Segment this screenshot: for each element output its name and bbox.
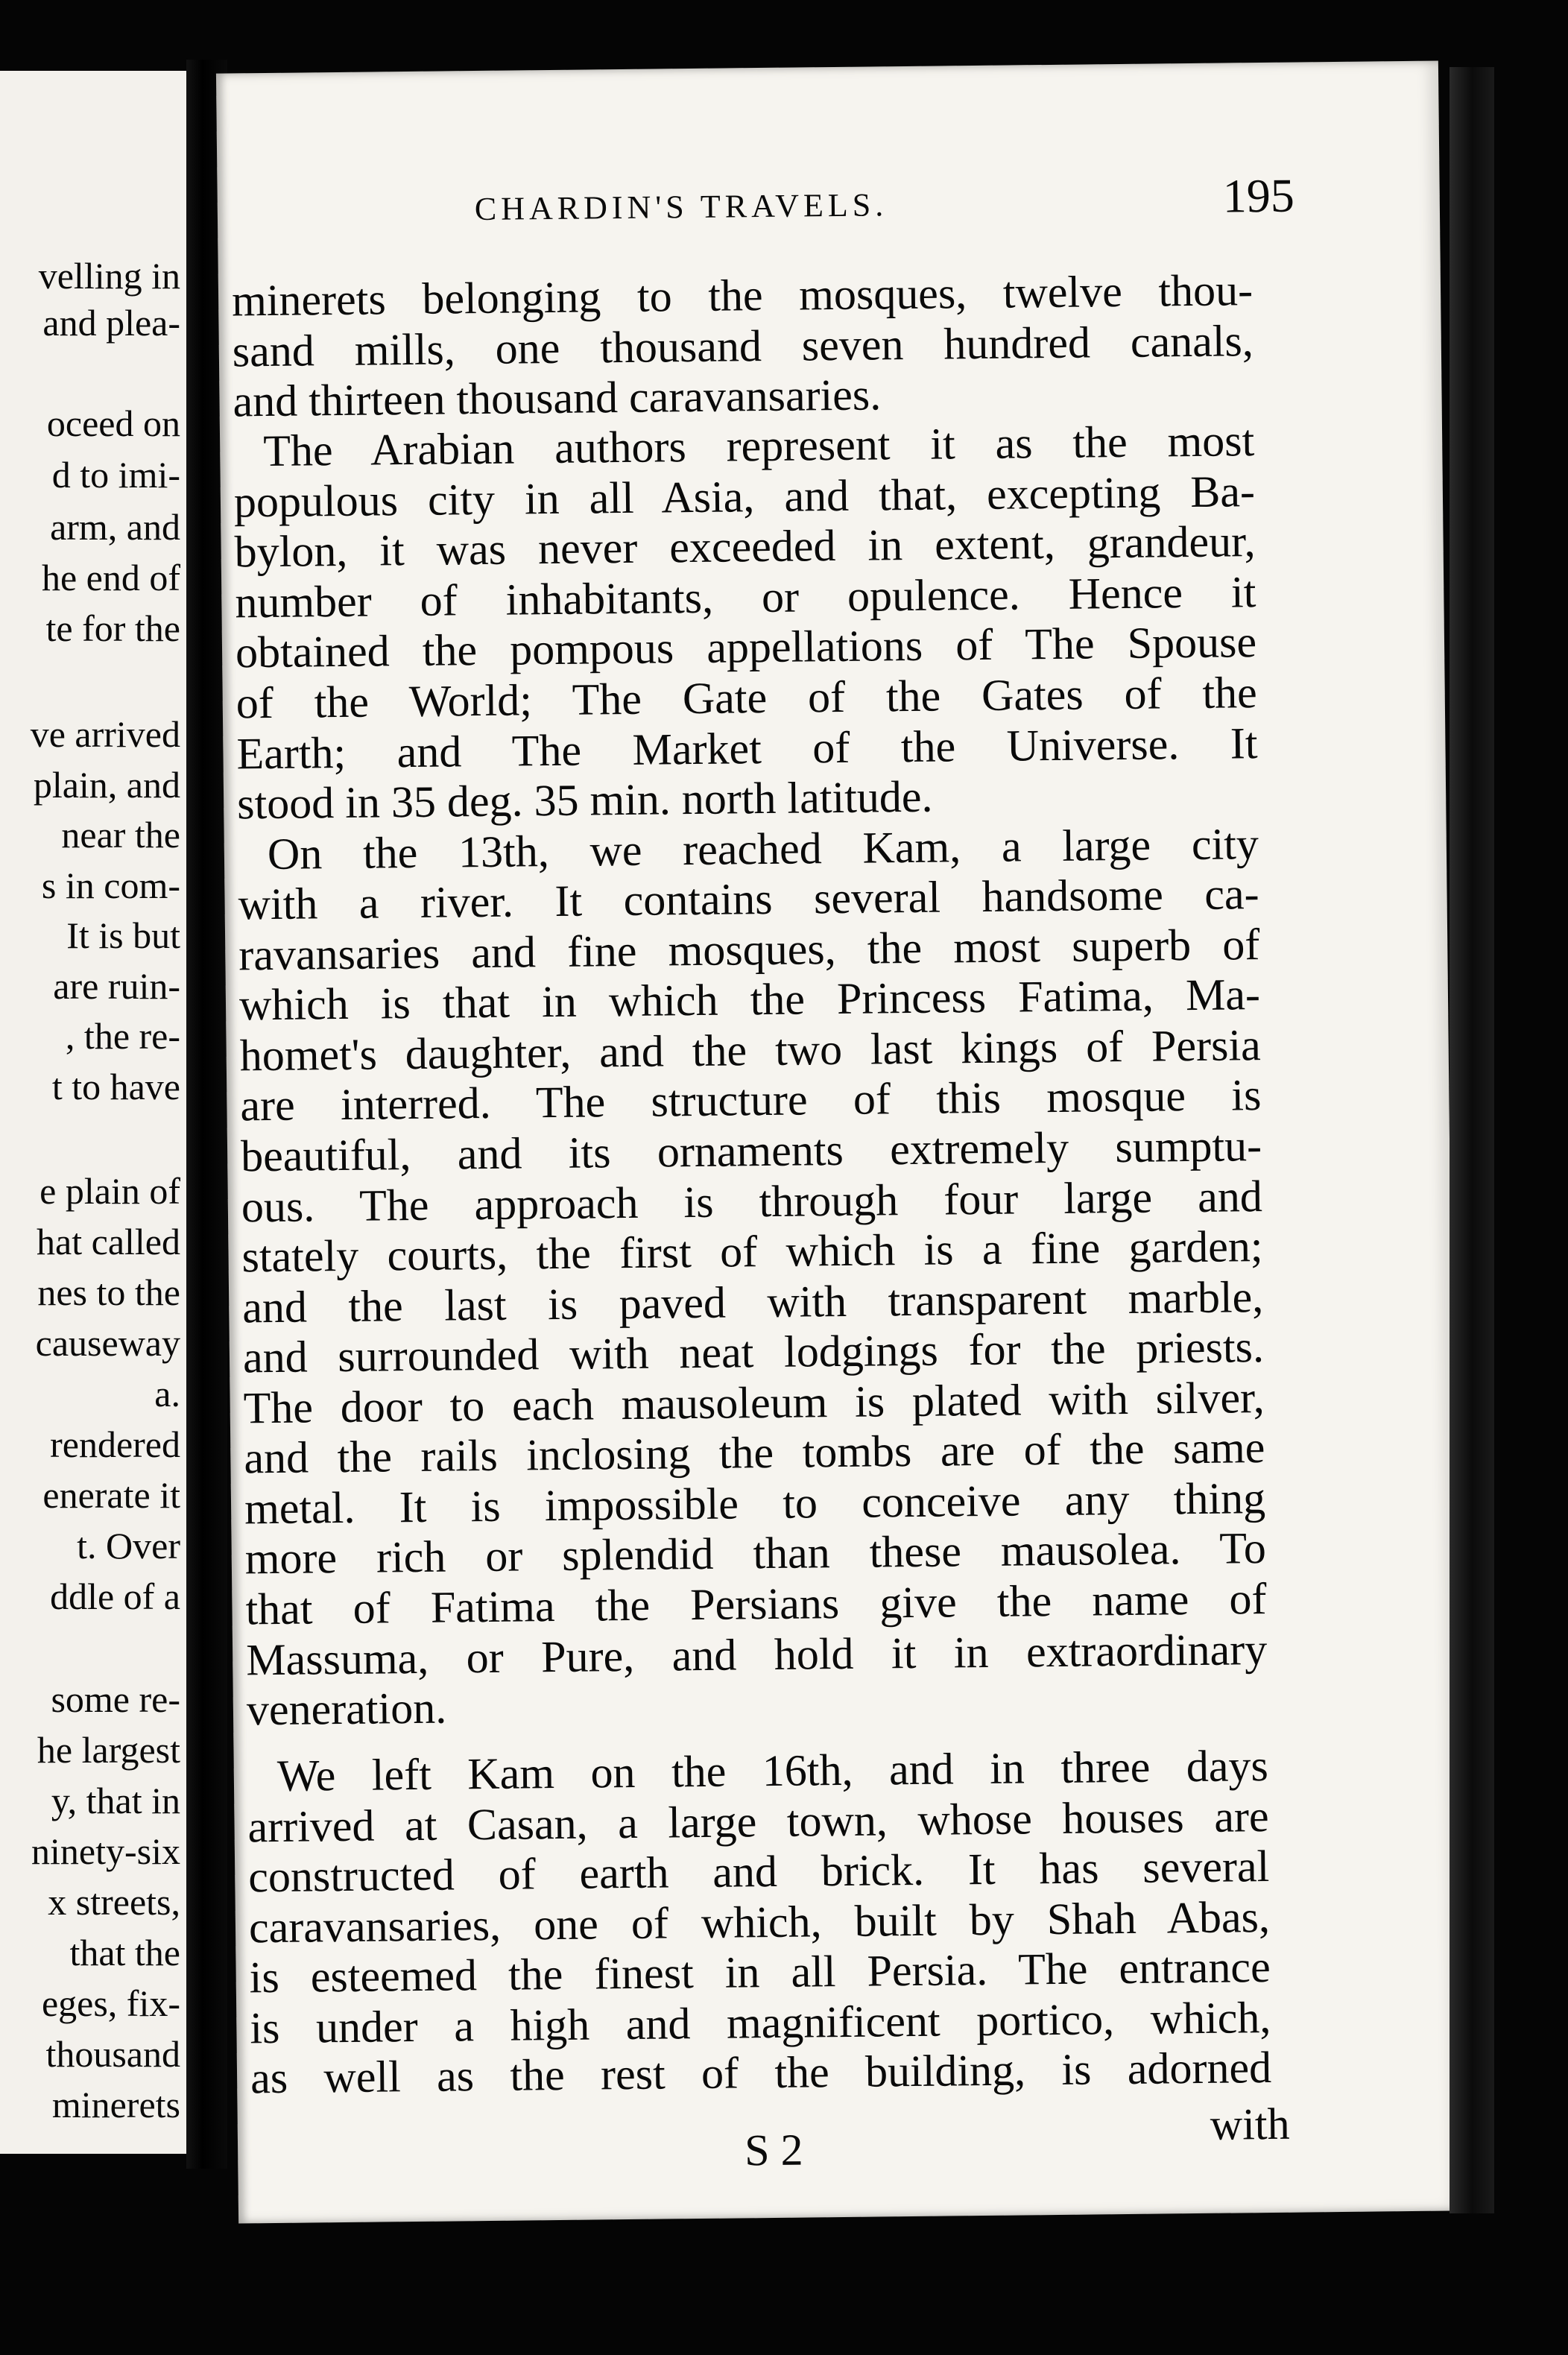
text-line: more rich or splendid than these mausolea. To — [244, 1523, 1267, 1584]
text-line: and thirteen thousand caravansaries. — [233, 370, 882, 426]
left-page-line: plain, and — [33, 764, 180, 806]
left-page-line: are ruin- — [53, 965, 180, 1007]
left-page-line: It is but — [66, 914, 180, 956]
left-page-line: that the — [69, 1932, 180, 1973]
left-page-line: enerate it — [42, 1474, 180, 1516]
left-page-line: and plea- — [42, 302, 180, 344]
text-line: as well as the rest of the building, is adorned — [250, 2042, 1272, 2103]
page-edge-shadow — [1450, 67, 1494, 2213]
text-line: caravansaries, one of which, built by Shah Abas, — [248, 1891, 1271, 1953]
text-line: The door to each mausoleum is plated with silver, — [243, 1373, 1265, 1433]
left-page-line: velling in — [38, 255, 180, 297]
text-line: and the rails inclosing the tombs are of the same — [244, 1423, 1265, 1483]
left-page-line: t to have — [51, 1066, 180, 1107]
left-page-line: a. — [154, 1373, 180, 1414]
text-line: Earth; and The Market of the Universe. It — [236, 718, 1258, 779]
left-page-line: he end of — [41, 557, 180, 598]
text-line: The Arabian authors represent it as the most — [262, 416, 1255, 476]
text-line: are interred. The structure of this mosque is — [240, 1070, 1262, 1131]
text-line: On the 13th, we reached Kam, a large city — [267, 819, 1259, 879]
page-footer — [238, 2099, 1461, 2190]
text-line: with a river. It contains several handsome ca- — [238, 869, 1259, 929]
left-page-line: , the re- — [65, 1015, 180, 1057]
left-page-line: ve arrived — [30, 713, 180, 755]
left-page-line: d to imi- — [51, 454, 180, 496]
left-page-line: near the — [61, 814, 180, 856]
text-line: Massuma, or Pure, and hold it in extraordinary — [245, 1625, 1268, 1685]
text-line: populous city in all Asia, and that, excepting Ba- — [233, 467, 1256, 527]
left-page-line: some re- — [51, 1678, 180, 1720]
text-line: ravansaries and fine mosques, the most superb of — [238, 920, 1260, 980]
text-line: constructed of earth and brick. It has several — [247, 1842, 1270, 1902]
text-line: veneration. — [246, 1683, 447, 1735]
text-line: is under a high and magnificent portico, which, — [250, 1992, 1271, 2053]
left-page-line: nes to the — [37, 1271, 180, 1313]
text-line: bylon, it was never exceeded in extent, grandeur, — [234, 516, 1256, 577]
text-line: minerets belonging to the mosques, twelve thou- — [231, 265, 1254, 326]
left-page-line: hat called — [37, 1221, 180, 1262]
text-line: arrived at Casan, a large town, whose houses are — [247, 1792, 1269, 1852]
text-line: ous. The approach is through four large and — [241, 1172, 1263, 1232]
page-number: 195 — [1222, 168, 1295, 223]
text-line: and the last is paved with transparent marble, — [241, 1272, 1264, 1333]
text-line: number of inhabitants, or opulence. Hence it — [235, 567, 1256, 628]
text-line: and surrounded with neat lodgings for the priests. — [242, 1322, 1265, 1382]
left-page-line: arm, and — [50, 506, 180, 548]
body-text — [231, 253, 1272, 2103]
running-head: CHARDIN'S TRAVELS. — [474, 186, 888, 228]
left-page-line: he largest — [37, 1729, 180, 1771]
left-page-line: minerets — [51, 2084, 180, 2125]
left-page-line: rendered — [50, 1423, 180, 1465]
left-page-line: y, that in — [51, 1780, 180, 1821]
left-page-line: t. Over — [77, 1525, 180, 1567]
left-page-fragment — [0, 71, 189, 2154]
text-line: obtained the pompous appellations of The Spouse — [235, 617, 1257, 677]
text-line: that of Fatima the Persians give the name of — [245, 1574, 1267, 1634]
signature-mark: S 2 — [744, 2125, 803, 2175]
catchword: with — [1210, 2099, 1290, 2149]
text-line: is esteemed the finest in all Persia. The entrance — [249, 1941, 1271, 2002]
left-page-line: s in com- — [41, 864, 180, 906]
text-line: of the World; The Gate of the Gates of the — [235, 668, 1258, 728]
left-page-line: oceed on — [46, 402, 180, 444]
left-page-line: ddle of a — [50, 1575, 180, 1617]
text-line: beautiful, and its ornaments extremely sumptu- — [240, 1121, 1262, 1181]
left-page-line: causeway — [35, 1322, 180, 1364]
left-page-line: eges, fix- — [41, 1982, 180, 2024]
text-line: which is that in which the Princess Fatima, Ma- — [238, 970, 1261, 1030]
left-page-line: thousand — [45, 2033, 180, 2075]
text-line: sand mills, one thousand seven hundred canals, — [232, 316, 1254, 376]
text-line: stood in 35 deg. 35 min. north latitude. — [236, 771, 933, 829]
main-page — [216, 60, 1461, 2223]
page-header — [218, 168, 1441, 244]
left-page-line: x streets, — [48, 1881, 180, 1923]
text-line: metal. It is impossible to conceive any thing — [244, 1473, 1266, 1534]
text-line: homet's daughter, and the two last kings of Persia — [239, 1020, 1262, 1081]
left-page-line: te for the — [45, 607, 180, 649]
left-page-line: ninety-six — [31, 1830, 180, 1872]
left-page-line: e plain of — [39, 1170, 180, 1212]
text-line: stately courts, the first of which is a fine garden; — [241, 1221, 1263, 1282]
text-line: We left Kam on the 16th, and in three days — [276, 1741, 1269, 1801]
